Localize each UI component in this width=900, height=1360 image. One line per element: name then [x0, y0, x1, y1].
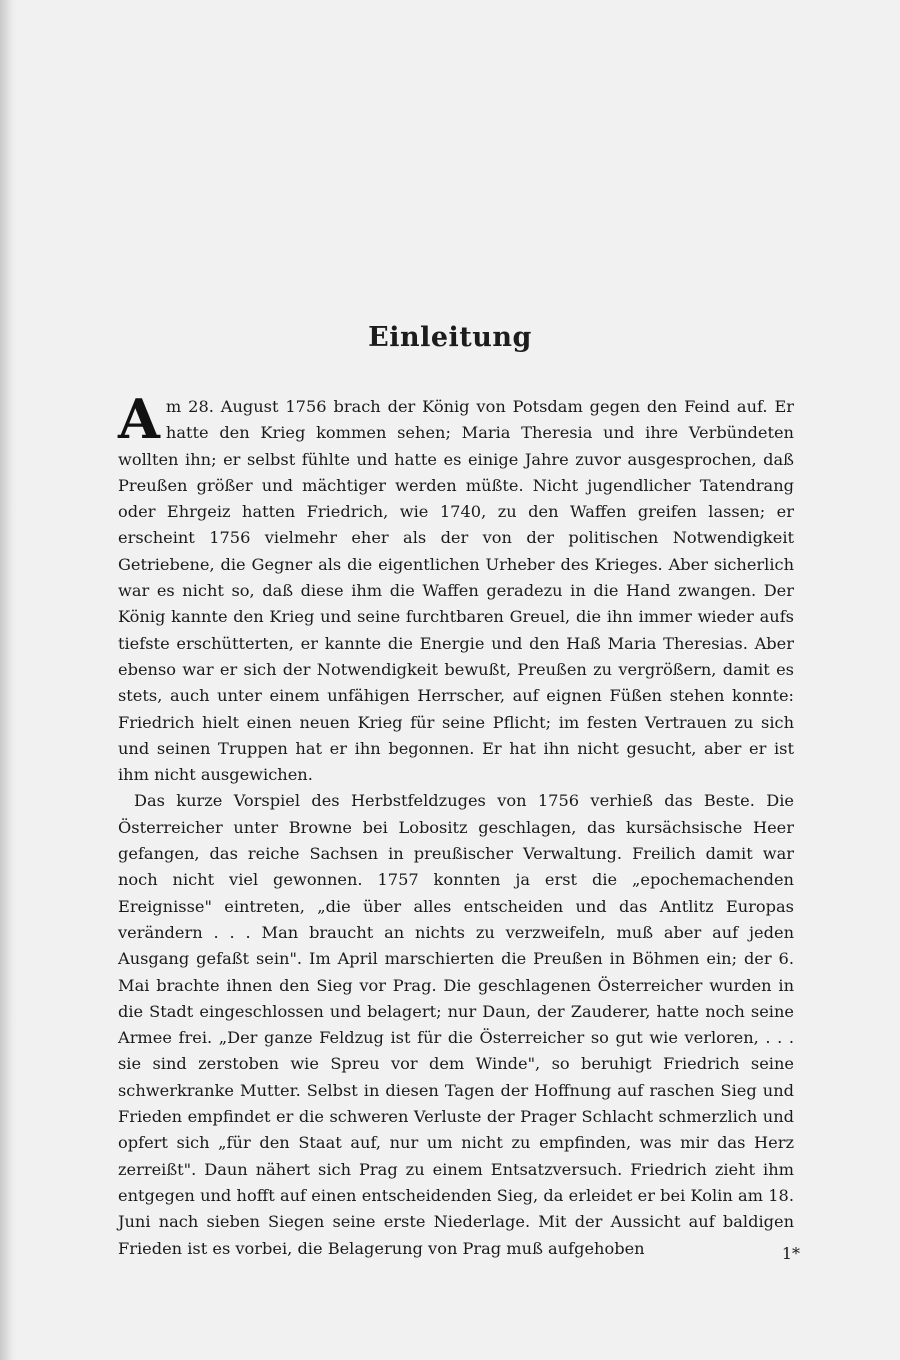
paragraph-1-text: m 28. August 1756 brach der König von Potsdam gegen den Feind auf. Er hatte den Krieg kommen sehen; Maria Theresia und ihre Verbündeten wollten ihn; er selbst fühlte und hatte es einige Jahre zuvor ausgesprochen, daß Preußen größer und mächtiger werden müßte. Nicht jugendlicher Tatendrang oder Ehrgeiz hatten Friedrich, wie 1740, zu den Waffen greifen lassen; er erscheint 1756 vielmehr eher als der von der politischen Notwendigkeit Getriebene, die Gegner als die eigentlichen Urheber des Krieges. Aber sicherlich war es nicht so, daß diese ihm die Waffen geradezu in die Hand zwangen. Der König kannte den Krieg und seine furchtbaren Greuel, die ihn immer wieder aufs tiefste erschütterten, er kannte die Energie und den Haß Maria Theresias. Aber ebenso war er sich der Notwendigkeit bewußt, Preußen zu vergrößern, damit es stets, auch unter einem unfähigen Herrscher, auf eignen Füßen stehen konnte: Friedrich hielt einen neuen Krieg für seine Pflicht; im festen Vertrauen zu sich und seinen Truppen hat er ihn begonnen. Er hat ihn nicht gesucht, aber er ist ihm nicht ausgewichen. — [118, 397, 794, 785]
paragraph-2: Das kurze Vorspiel des Herbstfeldzuges von 1756 verhieß das Beste. Die Österreicher unter Browne bei Lobositz geschlagen, das kursächsische Heer gefangen, das reiche Sachsen in preußischer Verwaltung. Freilich damit war noch nicht viel gewonnen. 1757 konnten ja erst die „epochemachenden Ereignisse" eintreten, „die über alles entscheiden und das Antlitz Europas verändern . . . Man braucht an nichts zu verzweifeln, muß aber auf jeden Ausgang gefaßt sein". Im April marschierten die Preußen in Böhmen ein; der 6. Mai brachte ihnen den Sieg vor Prag. Die geschlagenen Österreicher wurden in die Stadt eingeschlossen und belagert; nur Daun, der Zauderer, hatte noch seine Armee frei. „Der ganze Feldzug ist für die Österreicher so gut wie verloren, . . . sie sind zerstoben wie Spreu vor dem Winde", so beruhigt Friedrich seine schwerkranke Mutter. Selbst in diesen Tagen der Hoffnung auf raschen Sieg und Frieden empfindet er die schweren Verluste der Prager Schlacht schmerzlich und opfert sich „für den Staat auf, nur um nicht zu empfinden, was mir das Herz zerreißt". Daun nähert sich Prag zu einem Entsatzversuch. Friedrich zieht ihm entgegen und hofft auf einen entscheidenden Sieg, da erleidet er bei Kolin am 18. Juni nach sieben Siegen seine erste Niederlage. Mit der Aussicht auf baldigen Frieden ist es vorbei, die Belagerung von Prag muß aufgehoben — [118, 791, 794, 1258]
drop-cap: A — [118, 387, 160, 451]
page-number: 1* — [781, 1244, 800, 1263]
body-text — [118, 387, 794, 1262]
chapter-title: Einleitung — [368, 322, 532, 353]
paragraph-1 — [118, 387, 794, 788]
